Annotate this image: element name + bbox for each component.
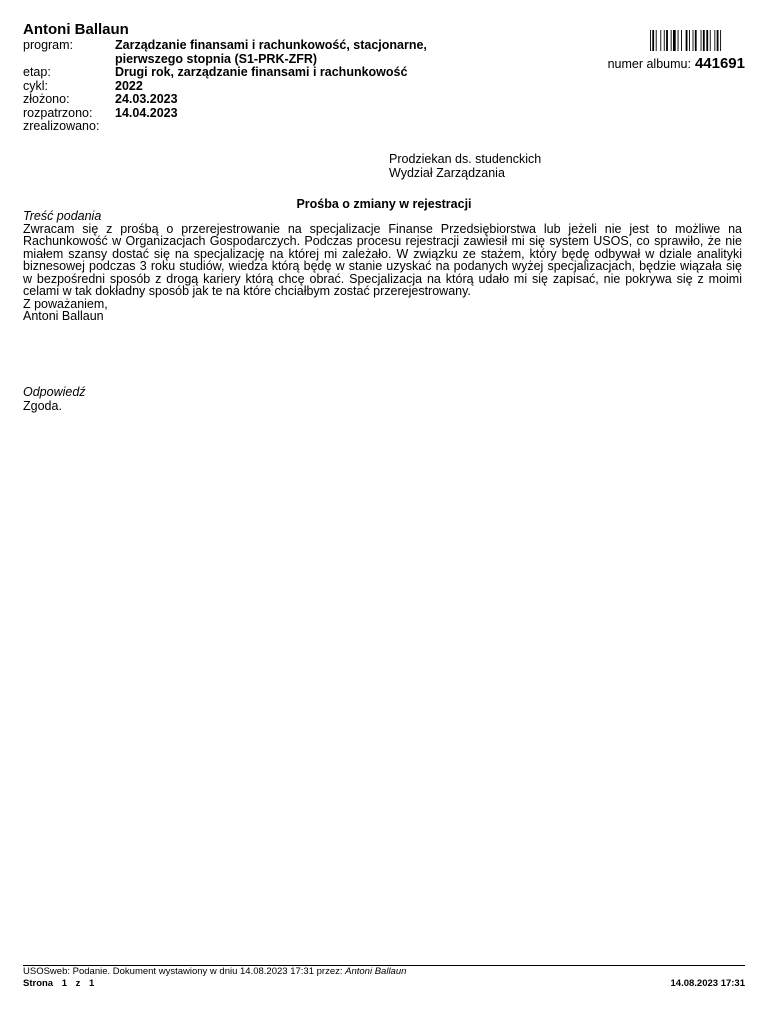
meta-row-stage — [23, 66, 463, 80]
meta-row-cycle — [23, 80, 463, 94]
meta-row-completed — [23, 120, 463, 134]
signature: Antoni Ballaun — [23, 309, 104, 323]
album-number: 441691 — [694, 55, 745, 72]
application-metadata — [23, 39, 463, 134]
album-number-label: numer albumu: — [607, 57, 691, 71]
meta-label: etap: — [23, 65, 51, 79]
album-number-block — [608, 55, 745, 72]
meta-value: 14.04.2023 — [115, 105, 178, 120]
closing-text: Z poważaniem, — [23, 296, 108, 311]
meta-label: złożono: — [23, 92, 70, 106]
meta-label: cykl: — [23, 78, 48, 93]
meta-value: Zarządzanie finansami i rachunkowość, stacjonarne, pierwszego stopnia (S1-PRK-ZFR) — [115, 38, 427, 66]
meta-label: program: — [23, 38, 74, 52]
answer-block — [23, 385, 86, 413]
meta-row-reviewed — [23, 107, 463, 121]
footer-page-number: Strona 1 z 1 — [23, 978, 95, 989]
addressee — [389, 152, 541, 180]
meta-label: rozpatrzono: — [23, 105, 93, 120]
meta-row-submitted — [23, 93, 463, 107]
meta-value: 24.03.2023 — [115, 92, 178, 106]
meta-row-program — [23, 39, 463, 66]
meta-label: zrealizowano: — [23, 119, 100, 133]
barcode-image — [650, 30, 745, 51]
answer-label: Odpowiedź — [23, 385, 86, 399]
addressee-faculty: Wydział Zarządzania — [389, 166, 505, 180]
meta-value: Drugi rok, zarządzanie finansami i rachunkowość — [115, 65, 408, 79]
footer-info — [23, 966, 406, 977]
content-text: Zwracam się z prośbą o przerejestrowanie na specjalizacje Finanse Przedsiębiorstwa lub jeżeli nie jest to możliwe na Rachunkowość w Organizacjach Gospodarczych. Podczas procesu rejestracji zawiesił mi się system USOS, co sprawiło, że nie miałem szansy dostać się na specjalizację na której mi zależało. W związku ze stażem, który będę odbywał w dziale analityki biznesowej podczas 3 roku studiów, wiedza którą będę w stanie uzyskać na podanych wyżej specjalizacjach, będzie wiązała się w bezpośredni sposób z drogą kariery którą chcę obrać. Specjalizacja na którą udało mi się zapisać, nie pokrywa się z moimi celami w tak dokładny sposób jak te na które chciałbym zostać przerejestrowany. — [23, 221, 742, 298]
footer-info-text: USOSweb: Podanie. Dokument wystawiony w dniu 14.08.2023 17:31 przez: — [23, 966, 343, 977]
addressee-title: Prodziekan ds. studenckich — [389, 152, 542, 166]
meta-value: 2022 — [115, 78, 143, 93]
application-content — [23, 210, 742, 323]
student-name: Antoni Ballaun — [23, 21, 129, 38]
footer-author: Antoni Ballaun — [345, 966, 407, 977]
content-label: Treść podania — [23, 209, 102, 223]
meta-value — [115, 120, 463, 134]
application-subject: Prośba o zmiany w rejestracji — [296, 197, 472, 211]
footer-date: 14.08.2023 17:31 — [670, 978, 745, 989]
answer-text: Zgoda. — [23, 399, 62, 413]
